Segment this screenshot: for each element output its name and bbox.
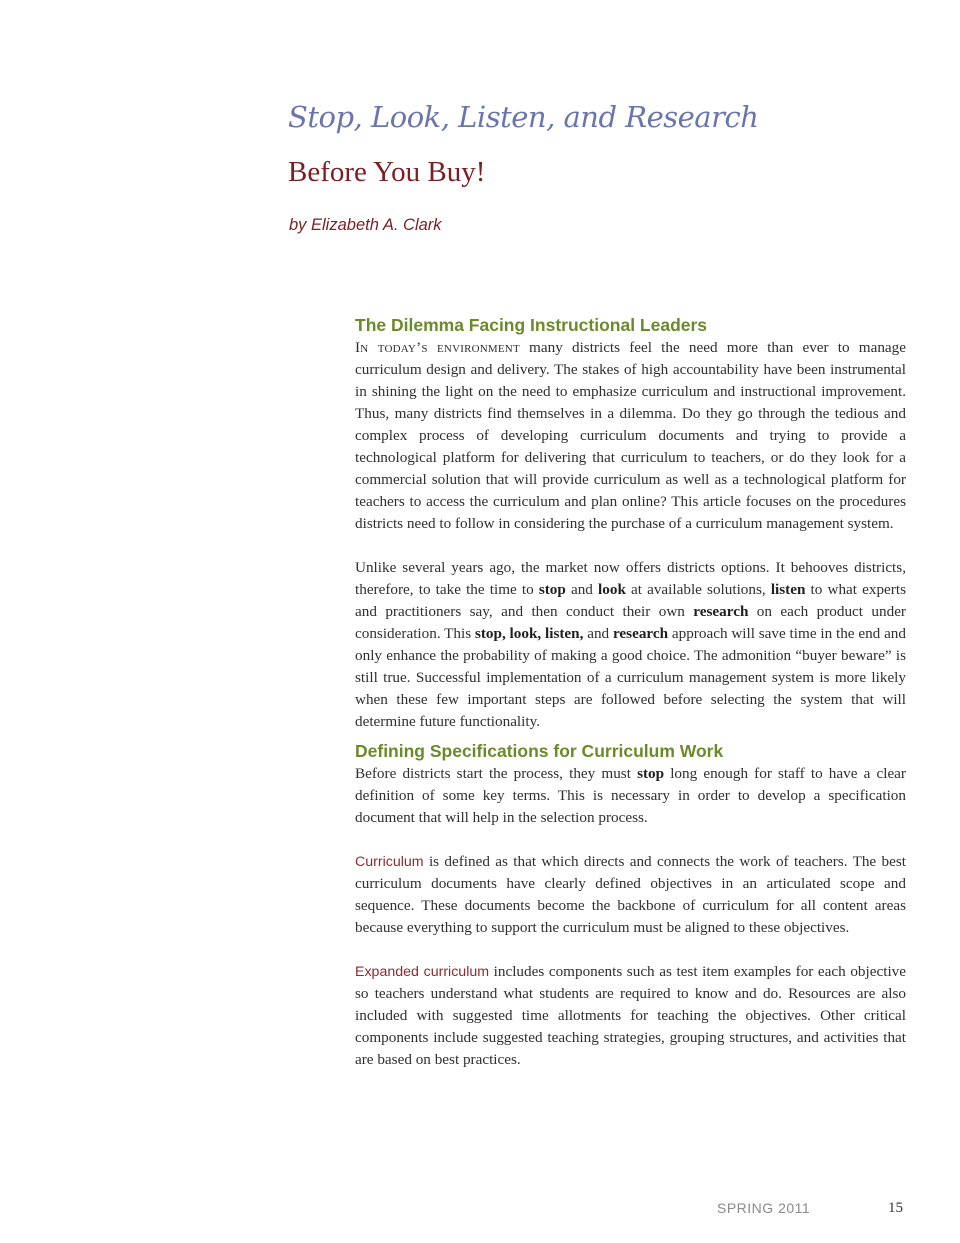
lead-in-small-caps: In today’s environment [355,339,520,356]
text-run: approach will save time in the end and only enhance the probability of making a good choice. The admonition “buyer beware” is still true. Successful implementation of a curriculum management system is more likely when these few important steps are followed before selecting the system that will determine future functionality. [355,625,906,730]
text-run: at available solutions, [625,581,771,598]
text-run: and [565,581,599,598]
section-heading-specifications: Defining Specifications for Curriculum Work [355,741,724,761]
text-run: on each product under consideration. This [355,603,906,642]
article-body [355,313,906,1071]
text-run: includes components such as test item examples for each objective so teachers understand what students are required to know and do. Resources are also included with suggested time allotments for teaching the objectives. Other critical components include suggested teaching strategies, grouping structures, and activities that are based on best practices. [355,963,906,1068]
text-run: to what experts and practitioners say, and then conduct their own [355,581,906,620]
text-run: Unlike several years ago, the market now offers districts options. It behooves districts, therefore, to take the time to [355,559,906,598]
footer-page-number: 15 [888,1200,903,1216]
emphasis-research: research [693,603,749,620]
section-heading-dilemma: The Dilemma Facing Instructional Leaders [355,315,708,335]
emphasis-research-2: research [612,625,669,642]
article-title: Stop, Look, Listen, and Research [288,100,759,134]
author-byline: by Elizabeth A. Clark [289,216,442,234]
emphasis-stop-3: stop [637,765,665,782]
emphasis-look: look [598,581,626,598]
term-expanded-curriculum: Expanded curriculum [355,964,490,980]
paragraph-definitions-intro [355,763,906,829]
text-run: long enough for staff to have a clear definition of some key terms. This is necessary in order to develop a specification document that will help in the selection process. [355,765,906,826]
article-subtitle: Before You Buy! [288,156,486,188]
text-run: is defined as that which directs and connects the work of teachers. The best curriculum documents have clearly defined objectives in an articulated scope and sequence. These documents become the backbone of curriculum for all content areas because everything to support the curriculum must be aligned to these objectives. [355,853,906,936]
text-run: and [583,625,613,642]
term-curriculum: Curriculum [355,854,424,870]
paragraph-options [355,557,906,733]
emphasis-stop-look-listen: stop, look, listen, [474,625,584,642]
paragraph-text: many districts feel the need more than ever to manage curriculum design and delivery. The stakes of high accountability have been instrumental in shining the light on the need to emphasize curriculum and instructional improvement. Thus, many districts find themselves in a dilemma. Do they go through the tedious and complex process of developing curriculum documents and trying to provide a technological platform for delivering that curriculum to teachers, or do they look for a commercial solution that will provide curriculum as well as a technological platform for teachers to access the curriculum and plan online? This article focuses on the procedures districts need to follow in considering the purchase of a curriculum management system. [355,339,906,532]
emphasis-listen: listen [770,581,806,598]
paragraph-intro [355,337,906,535]
paragraph-curriculum-definition [355,851,906,939]
paragraph-expanded-curriculum [355,961,906,1071]
text-run: Before districts start the process, they must [355,765,638,782]
emphasis-stop: stop [538,581,566,598]
footer-issue-season: SPRING 2011 [717,1200,811,1216]
